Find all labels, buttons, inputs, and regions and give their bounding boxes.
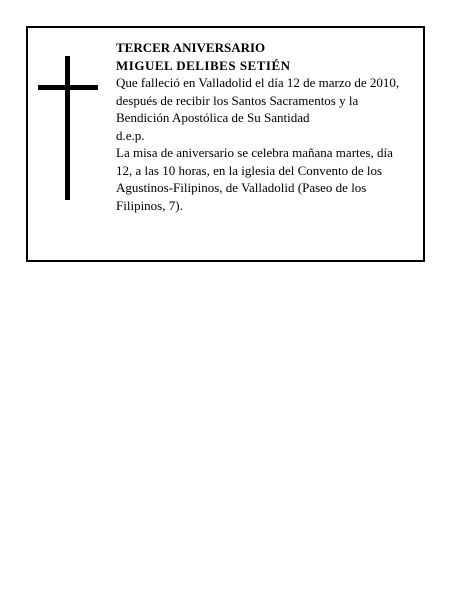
notice-line: 12, a las 10 horas, en la iglesia del Convento de los bbox=[116, 162, 383, 178]
cross-vertical-bar bbox=[65, 56, 70, 200]
deceased-name: MIGUEL DELIBES SETIÉN bbox=[116, 57, 291, 73]
obituary-notice bbox=[26, 26, 425, 262]
cross-horizontal-bar bbox=[38, 85, 98, 90]
cross-icon bbox=[38, 56, 98, 200]
notice-line: Agustinos-Filipinos, de Valladolid (Paseo de los bbox=[116, 180, 367, 195]
notice-heading: TERCER ANIVERSARIO bbox=[116, 40, 266, 55]
notice-line: Filipinos, 7). bbox=[116, 197, 183, 213]
notice-text bbox=[116, 39, 422, 214]
notice-line: después de recibir los Santos Sacramentos y la bbox=[116, 92, 359, 108]
notice-line: d.e.p. bbox=[116, 127, 145, 143]
notice-line: Que falleció en Valladolid el día 12 de marzo de 2010, bbox=[116, 75, 400, 90]
notice-line: La misa de aniversario se celebra mañana martes, día bbox=[116, 145, 393, 160]
notice-line: Bendición Apostólica de Su Santidad bbox=[116, 110, 310, 125]
